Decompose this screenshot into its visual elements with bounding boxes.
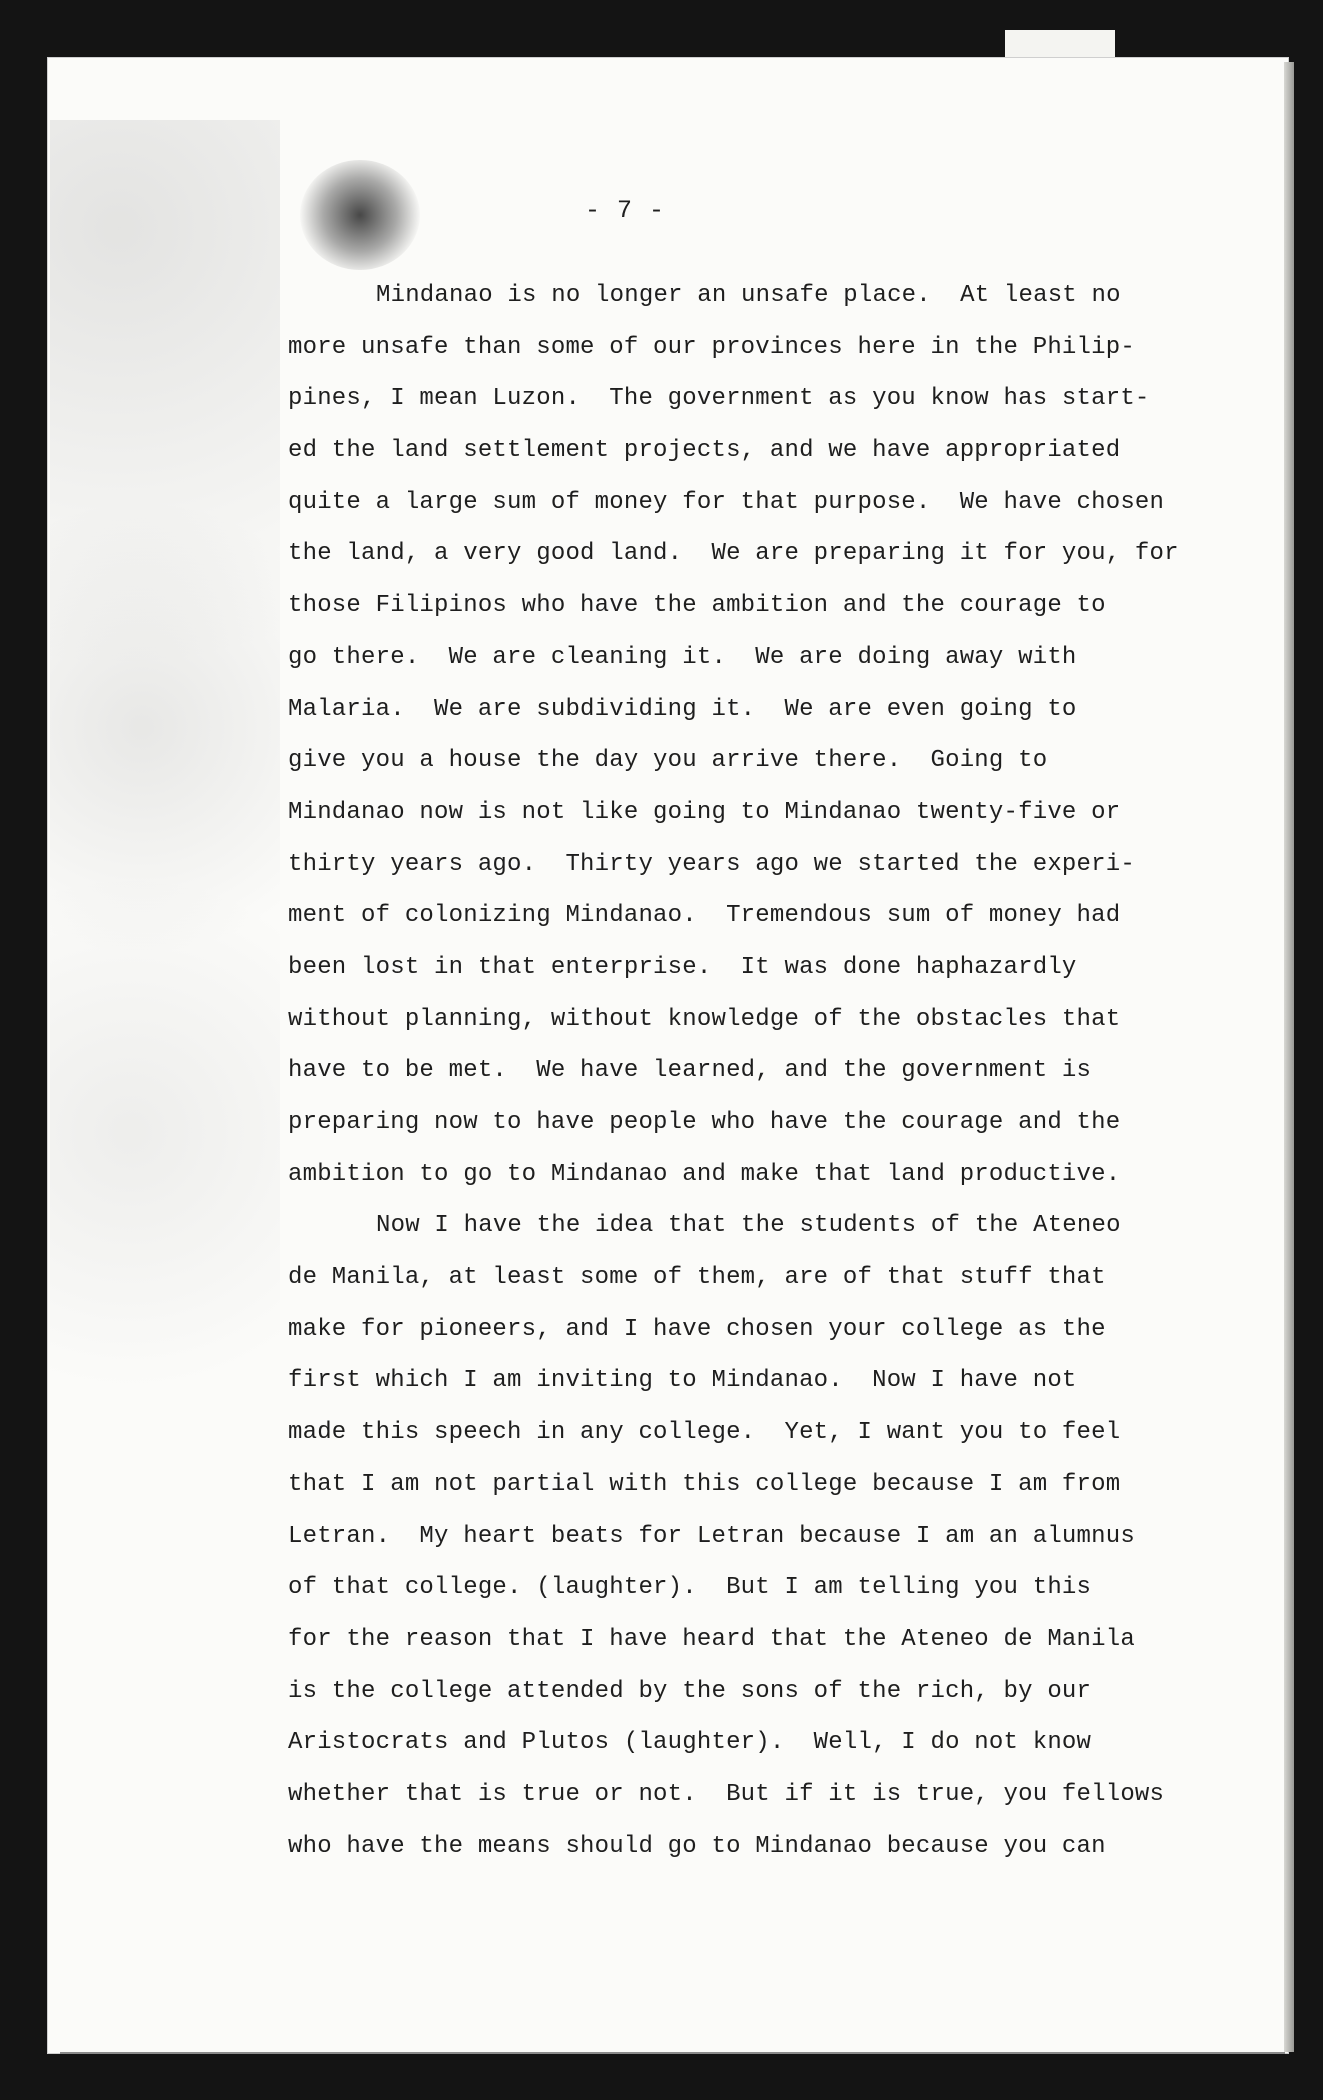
body-text	[288, 270, 1248, 1872]
paragraph-1	[288, 270, 1248, 1200]
text-line: quite a large sum of money for that purpose. We have chosen	[288, 488, 1165, 516]
text-line: have to be met. We have learned, and the government is	[288, 1057, 1092, 1085]
page-number: - 7 -	[584, 196, 665, 225]
text-line: for the reason that I have heard that the Ateneo de Manila	[288, 1625, 1135, 1653]
text-line: Aristocrats and Plutos (laughter). Well, I do not know	[288, 1729, 1092, 1757]
text-line: first which I am inviting to Mindanao. Now I have not	[288, 1367, 1077, 1395]
text-line: ment of colonizing Mindanao. Tremendous sum of money had	[288, 902, 1121, 930]
text-line: Mindanao now is not like going to Mindanao twenty-five or	[288, 798, 1121, 826]
text-line: those Filipinos who have the ambition and the courage to	[288, 592, 1106, 620]
text-line: that I am not partial with this college because I am from	[288, 1470, 1121, 1498]
paragraph-2	[288, 1200, 1248, 1872]
text-line: of that college. (laughter). But I am telling you this	[288, 1574, 1092, 1602]
text-line: Mindanao is no longer an unsafe place. At least no	[376, 282, 1121, 309]
bottom-rule	[60, 2052, 1285, 2054]
text-line: without planning, without knowledge of the obstacles that	[288, 1005, 1121, 1033]
ink-smudge	[300, 160, 420, 270]
text-line: pines, I mean Luzon. The government as you know has start-	[288, 385, 1150, 413]
text-line: is the college attended by the sons of the rich, by our	[288, 1677, 1092, 1705]
text-line: Now I have the idea that the students of the Ateneo	[376, 1212, 1121, 1240]
text-line: Letran. My heart beats for Letran because I am an alumnus	[288, 1522, 1135, 1550]
text-line: thirty years ago. Thirty years ago we started the experi-	[288, 850, 1135, 878]
text-line: de Manila, at least some of them, are of that stuff that	[288, 1264, 1106, 1292]
text-line: preparing now to have people who have the courage and the	[288, 1109, 1121, 1136]
text-line: more unsafe than some of our provinces here in the Philip-	[288, 333, 1135, 361]
text-line: give you a house the day you arrive there. Going to	[288, 747, 1048, 775]
text-line: the land, a very good land. We are preparing it for you, for	[288, 540, 1179, 568]
text-line: ed the land settlement projects, and we have appropriated	[288, 437, 1121, 465]
scan-speckle	[50, 120, 280, 1470]
text-line: go there. We are cleaning it. We are doing away with	[288, 643, 1077, 671]
text-line: made this speech in any college. Yet, I want you to feel	[288, 1419, 1121, 1447]
text-line: been lost in that enterprise. It was done haphazardly	[288, 953, 1077, 981]
page-edge	[1284, 62, 1294, 2052]
text-line: Malaria. We are subdividing it. We are even going to	[288, 695, 1077, 723]
text-line: ambition to go to Mindanao and make that land productive.	[288, 1160, 1121, 1188]
text-line: whether that is true or not. But if it is true, you fellows	[288, 1780, 1165, 1808]
text-line: make for pioneers, and I have chosen your college as the	[288, 1315, 1106, 1343]
text-line: who have the means should go to Mindanao because you can	[288, 1832, 1106, 1860]
